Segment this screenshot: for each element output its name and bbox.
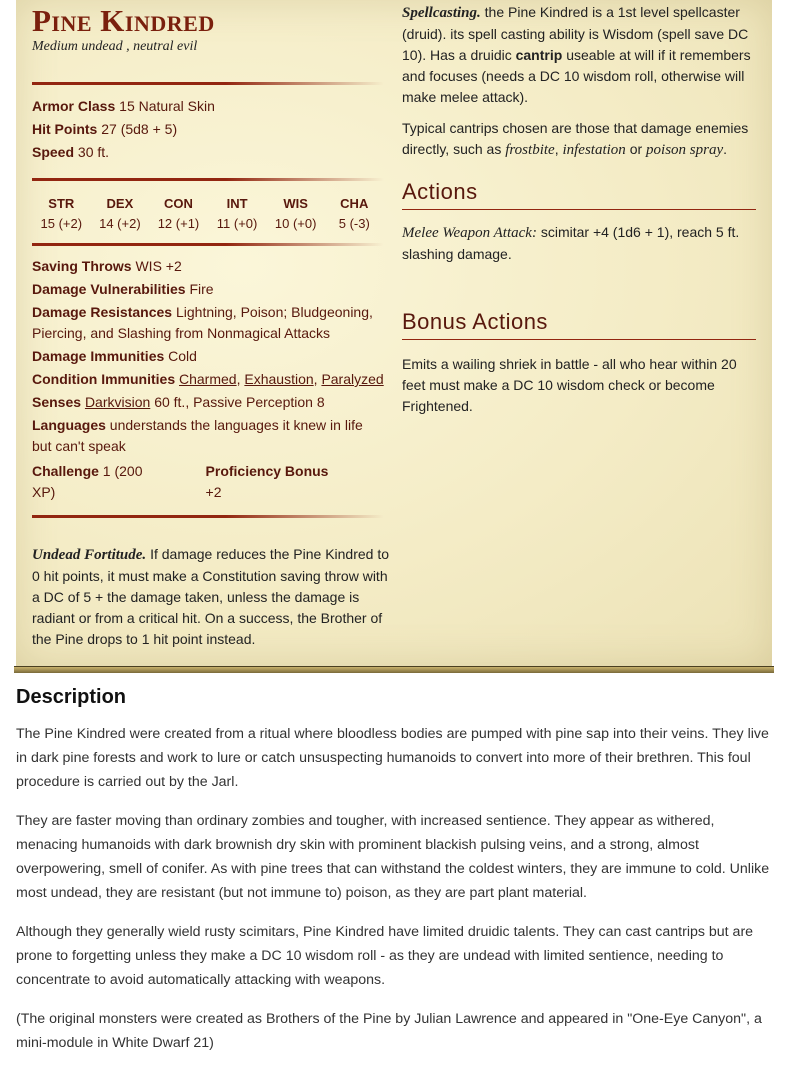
action-melee xyxy=(402,222,758,265)
languages-value: understands the languages it knew in life but can't speak xyxy=(32,417,363,454)
resistances-value: Lightning, Poison; Bludgeoning, Piercing, and Slashing from Nonmagical Attacks xyxy=(32,304,373,341)
saving-throws-label: Saving Throws xyxy=(32,258,132,274)
hit-points-label: Hit Points xyxy=(32,121,98,137)
condition-immunities xyxy=(32,369,384,390)
cantrip-infestation: infestation xyxy=(562,142,626,158)
trait-name: Undead Fortitude. xyxy=(32,547,147,563)
separator: . xyxy=(723,141,728,157)
vulnerabilities-label: Damage Vulnerabilities xyxy=(32,281,186,297)
ability-value: 12 (+1) xyxy=(157,216,200,231)
senses-label: Senses xyxy=(32,394,82,410)
ability-dex xyxy=(91,194,150,234)
damage-immunities xyxy=(32,346,384,367)
stat-block-right-column xyxy=(402,0,758,417)
description-paragraph: They are faster moving than ordinary zombies and tougher, with increased sentience. They appear as withered, menacing humanoids with dark brownish dry skin with prominent blackish pulsing veins, and a strong, almost overpowering, smell of conifer. As with pine trees that can withstand the coldest winters, they are immune to cold. Unlike most undead, they are resistant (but not immune to) poison, as they are part plant material. xyxy=(16,813,770,901)
proficiency-bonus xyxy=(206,461,344,503)
monster-type: Medium undead , neutral evil xyxy=(32,39,198,54)
description-paragraph: The Pine Kindred were created from a ritual where bloodless bodies are pumped with pine sap into their veins. They live in dark pine forests and work to lure or catch unsuspecting humanoids to convert into more of their brethren. This foul procedure is carried out by the Jarl. xyxy=(16,726,769,790)
condition-immunities-label: Condition Immunities xyxy=(32,371,176,387)
darkvision-link[interactable]: Darkvision xyxy=(84,394,151,410)
speed xyxy=(32,141,390,164)
divider xyxy=(32,515,384,518)
ability-scores xyxy=(32,194,384,234)
ability-cha xyxy=(325,194,384,234)
damage-vulnerabilities xyxy=(32,279,384,300)
cantrips-text: Typical cantrips chosen are those that damage enemies directly, such as xyxy=(402,120,749,157)
trait-text: If damage reduces the Pine Kindred to 0 hit points, it must make a Constitution saving throw with a DC of 5 + the damage taken, unless the damage is radiant or from a critical hit. On a success, the Brother of the Pine drops to 1 hit point instead. xyxy=(32,546,390,647)
saving-throws-value: WIS +2 xyxy=(135,258,182,274)
condition-link-paralyzed[interactable]: Paralyzed xyxy=(321,371,384,387)
trait-spellcasting xyxy=(402,2,758,108)
ability-str xyxy=(32,194,91,234)
ability-value: 5 (-3) xyxy=(338,216,370,231)
stat-block-bottom-border xyxy=(14,666,774,673)
typical-cantrips xyxy=(402,118,758,161)
ability-name: INT xyxy=(226,196,248,211)
speed-value: 30 ft. xyxy=(77,144,110,160)
speed-label: Speed xyxy=(32,144,75,160)
ability-value: 11 (+0) xyxy=(216,216,258,231)
stat-block xyxy=(16,0,772,666)
properties-block xyxy=(32,256,384,505)
ability-name: WIS xyxy=(283,196,308,211)
trait-name: Spellcasting. xyxy=(402,5,481,21)
ability-wis xyxy=(266,194,325,234)
trait-text: useable at will if it remembers and focuses (needs a DC 10 wisdom roll, otherwise will make melee attack). xyxy=(402,47,751,105)
divider xyxy=(32,82,384,85)
ability-name: CON xyxy=(164,196,193,211)
condition-link-charmed[interactable]: Charmed xyxy=(179,371,237,387)
hit-points xyxy=(32,118,390,141)
cantrip-frostbite: frostbite xyxy=(505,142,555,158)
armor-class xyxy=(32,95,390,118)
armor-class-label: Armor Class xyxy=(32,98,116,114)
languages-label: Languages xyxy=(32,417,106,433)
ability-name: DEX xyxy=(106,196,134,211)
immunities-label: Damage Immunities xyxy=(32,348,165,364)
divider xyxy=(32,243,384,246)
immunities-value: Cold xyxy=(168,348,197,364)
cantrip-keyword: cantrip xyxy=(515,47,563,63)
trait-undead-fortitude xyxy=(32,544,390,650)
stat-block-left-column xyxy=(32,0,390,650)
ability-value: 15 (+2) xyxy=(40,216,83,231)
armor-class-value: 15 Natural Skin xyxy=(119,98,215,114)
separator: , xyxy=(554,141,559,157)
languages xyxy=(32,415,384,457)
ability-value: 10 (+0) xyxy=(274,216,317,231)
saving-throws xyxy=(32,256,384,277)
action-text: scimitar +4 (1d6 + 1), reach 5 ft. slashing damage. xyxy=(402,224,740,262)
description-paragraph: (The original monsters were created as Brothers of the Pine by Julian Lawrence and appeared in "One-Eye Canyon", a mini-module in White Dwarf 21) xyxy=(16,1011,762,1051)
trait-text: the Pine Kindred is a 1st level spellcaster (druid). its spell casting ability is Wisdom (spell save DC 10). Has a druidic xyxy=(402,4,749,63)
ability-con xyxy=(149,194,208,234)
proficiency-label: Proficiency Bonus xyxy=(205,463,329,479)
senses-value: 60 ft., Passive Perception 8 xyxy=(154,394,325,410)
monster-name: Pine Kindred xyxy=(32,3,215,38)
cantrip-poison-spray: poison spray xyxy=(646,142,724,158)
defense-block xyxy=(32,95,390,164)
ability-name: CHA xyxy=(340,196,369,211)
challenge xyxy=(32,461,166,503)
hit-points-value: 27 (5d8 + 5) xyxy=(101,121,178,137)
actions-heading: Actions xyxy=(402,179,756,210)
description-heading: Description xyxy=(16,686,127,708)
challenge-value: 1 (200 XP) xyxy=(32,463,143,500)
separator: , xyxy=(236,371,245,387)
divider xyxy=(32,178,384,181)
resistances-label: Damage Resistances xyxy=(32,304,173,320)
ability-int xyxy=(208,194,267,234)
bonus-action-shriek: Emits a wailing shriek in battle - all who hear within 20 feet must make a DC 10 wisdom check or become Frightened. xyxy=(402,356,737,414)
damage-resistances xyxy=(32,302,384,344)
ability-name: STR xyxy=(48,196,75,211)
ability-value: 14 (+2) xyxy=(99,216,141,231)
separator: or xyxy=(629,141,643,157)
action-name: Melee Weapon Attack: xyxy=(402,225,537,241)
condition-link-exhaustion[interactable]: Exhaustion xyxy=(244,371,314,387)
separator: , xyxy=(313,371,322,387)
senses xyxy=(32,392,384,413)
proficiency-value: +2 xyxy=(205,484,222,500)
challenge-row xyxy=(32,461,384,505)
bonus-actions-heading: Bonus Actions xyxy=(402,309,756,340)
description-section xyxy=(16,686,776,1070)
description-paragraph: Although they generally wield rusty scimitars, Pine Kindred have limited druidic talents. They can cast cantrips but are prone to forgetting unless they make a DC 10 wisdom roll - as they are undead with limited sentience, needing to concentrate to avoid automatically attacking with weapons. xyxy=(16,924,754,988)
challenge-label: Challenge xyxy=(32,463,99,479)
vulnerabilities-value: Fire xyxy=(189,281,214,297)
